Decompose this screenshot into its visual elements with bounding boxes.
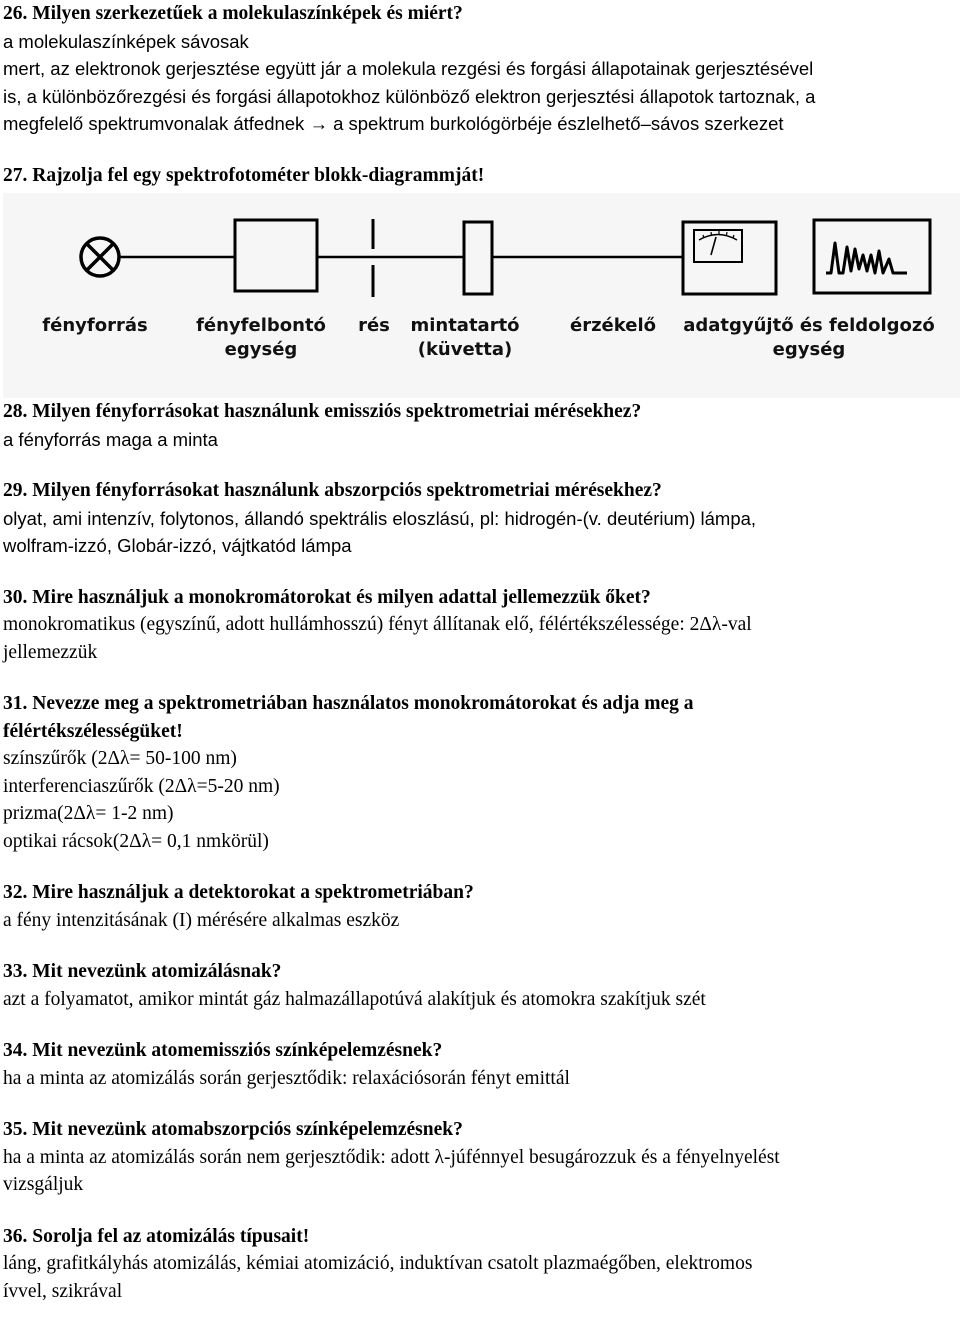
answer-35-line-2: vizsgáljuk — [3, 1174, 84, 1195]
monochromator-box — [235, 220, 317, 291]
label-monochromator-line-2: egység — [224, 339, 298, 360]
answer-28: a fényforrás maga a minta — [3, 428, 218, 450]
answer-35-line-1: ha a minta az atomizálás során nem gerjesztődik: adott λ-júfénnyel besugározzuk és a fényelnyelést — [3, 1146, 780, 1168]
answer-33: azt a folyamatot, amikor mintát gáz halmazállapotúvá alakítjuk és atomokra szakítjuk szét — [3, 988, 706, 1010]
question-34: 34. Mit nevezünk atomemissziós színképelemzésnek? — [3, 1040, 443, 1061]
answer-30-line-2: jellemezzük — [3, 641, 98, 663]
answer-29-line-1: olyat, ami intenzív, folytonos, állandó spektrális eloszlású, pl: hidrogén-(v. deutérium) lámpa, — [3, 507, 757, 529]
answer-34: ha a minta az atomizálás során gerjesztődik: relaxációsorán fényt emittál — [3, 1067, 570, 1089]
question-31-line-2: félértékszélességüket! — [3, 720, 183, 742]
answer-31-item-2: interferenciaszűrők (2Δλ=5-20 nm) — [3, 775, 280, 797]
answer-26-line-1: a molekulaszínképek sávosak — [3, 30, 249, 52]
label-light-source: fényforrás — [42, 315, 148, 336]
answer-29-line-2: wolfram-izzó, Globár-izzó, vájtkatód lámpa — [3, 535, 352, 556]
question-33: 33. Mit nevezünk atomizálásnak? — [3, 961, 282, 982]
answer-36-line-1: láng, grafitkályhás atomizálás, kémiai atomizáció, induktívan csatolt plazmaégőben, elektromos — [3, 1253, 753, 1274]
answer-36-line-2: ívvel, szikrával — [3, 1280, 123, 1302]
question-30: 30. Mire használjuk a monokromátorokat és milyen adattal jellemezzük őket? — [3, 586, 651, 608]
question-35: 35. Mit nevezünk atomabszorpciós színképelemzésnek? — [3, 1119, 463, 1140]
answer-30-line-1: monokromatikus (egyszínű, adott hullámhosszú) fényt állítanak elő, félértékszélessége: 2Δλ-val — [3, 614, 752, 635]
answer-32: a fény intenzitásának (I) mérésére alkalmas eszköz — [3, 909, 400, 931]
answer-31-item-1: színszűrők (2Δλ= 50-100 nm) — [3, 748, 237, 769]
answer-26-line-2: mert, az elektronok gerjesztése együtt jár a molekula rezgési és forgási állapotainak gerjesztésével — [3, 58, 814, 79]
label-sample-holder-line-1: mintatartó — [410, 315, 520, 336]
label-monochromator-line-1: fényfelbontó — [196, 315, 326, 336]
block-diagram-drawing — [3, 193, 960, 398]
question-32: 32. Mire használjuk a detektorokat a spektrometriában? — [3, 882, 474, 903]
question-36: 36. Sorolja fel az atomizálás típusait! — [3, 1225, 310, 1247]
answer-31-item-3: prizma(2Δλ= 1-2 nm) — [3, 803, 174, 824]
question-28: 28. Milyen fényforrásokat használunk emissziós spektrometriai mérésekhez? — [3, 401, 642, 422]
label-sample-holder-line-2: (küvetta) — [417, 339, 513, 360]
cuvette-box — [464, 222, 492, 294]
label-detector: érzékelő — [569, 315, 656, 336]
answer-31-item-4: optikai rácsok(2Δλ= 0,1 nmkörül) — [3, 830, 269, 852]
label-processor-line-2: egység — [772, 339, 846, 360]
spectrophotometer-block-diagram — [3, 193, 960, 398]
label-processor-line-1: adatgyűjtő és feldolgozó — [683, 315, 935, 336]
question-26: 26. Milyen szerkezetűek a molekulaszínképek és miért? — [3, 3, 463, 24]
question-31-line-1: 31. Nevezze meg a spektrometriában használatos monokromátorokat és adja meg a — [3, 693, 694, 714]
answer-26-line-4: megfelelő spektrumvonalak átfednek → a spektrum burkológörbéje észlelhető–sávos szerkezet — [3, 113, 784, 134]
label-slit: rés — [358, 315, 390, 336]
question-29: 29. Milyen fényforrásokat használunk abszorpciós spektrometriai mérésekhez? — [3, 480, 662, 501]
question-27: 27. Rajzolja fel egy spektrofotométer blokk-diagrammját! — [3, 164, 485, 186]
detector-box — [683, 222, 776, 294]
answer-26-line-3: is, a különbözőrezgési és forgási állapotokhoz különböző elektron gerjesztési állapotok tartoznak, a — [3, 85, 816, 107]
